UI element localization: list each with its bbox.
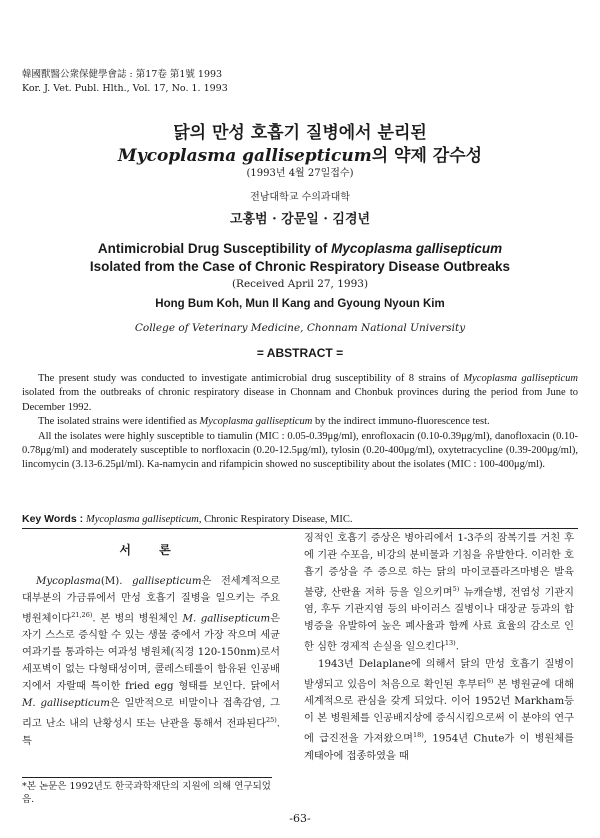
species-text: gallisepticum xyxy=(132,576,202,587)
authors-english: Hong Bum Koh, Mun Il Kang and Gyoung Nyoun Kim xyxy=(155,298,445,310)
footnote-divider xyxy=(22,777,272,778)
keywords xyxy=(22,513,578,525)
intro-paragraph xyxy=(22,573,280,750)
citation-ref: 6) xyxy=(486,676,494,685)
body-text: 징적인 호흡기 증상은 병아리에서 1-3주의 잠복기를 거친 후에 기관 수포음, 비강의 분비물과 기침을 유발한다. 이러한 호흡기 증상을 주 증으로 하는 닭의 마이코플라즈마병은 발육 불량, 산란율 저하 등을 일으키며 xyxy=(304,533,574,599)
body-text: . 본 병의 병원체인 xyxy=(92,613,183,625)
left-column xyxy=(22,542,280,750)
citation-ref: 25) xyxy=(265,716,277,725)
citation-ref: 13) xyxy=(444,639,456,648)
abstract-text: by the indirect immuno-fluorescence test. xyxy=(312,416,490,428)
page-number: -63- xyxy=(289,812,311,825)
korean-title-line1: 닭의 만성 호흡기 질병에서 분리된 xyxy=(173,123,427,143)
english-title-line2: Isolated from the Case of Chronic Respiratory Disease Outbreaks xyxy=(89,259,511,274)
korean-title-suffix: 의 약제 감수성 xyxy=(371,146,483,166)
footnote: *본 논문은 1992년도 한국과학재단의 지원에 의해 연구되었음. xyxy=(22,781,271,805)
abstract-paragraph xyxy=(22,372,578,415)
body-text: 1943년 Delaplane에 의해서 닭의 만성 호흡기 질병이 발생되고 있음이 처음으로 확인된 후부터 xyxy=(304,658,574,691)
body-paragraph xyxy=(304,530,574,656)
korean-title-species: Mycoplasma gallisepticum xyxy=(117,146,372,166)
body-text: 뉴캐슬병, 전염성 기관지염, 후두 기관지염 등의 바이러스 질병이나 대장균 등과의 합병증을 유발하여 높은 폐사율과 함께 사료 효율의 감소로 인한 심한 경제적 손실을 일으킨다 xyxy=(304,587,574,653)
abstract-paragraph: All the isolates were highly susceptible to tiamulin (MIC : 0.05-0.39μg/ml), enrofloxacin (0.10-0.39μg/ml), danofloxacin (0.10-0.78μg/ml) and moderately susceptible to norfloxacin (0.20-12.5μg/ml), tylosin (0.20-400μg/ml), oxytetracycline (0.39-200μg/ml), lincomycin (3.13-6.25μl/ml). Ka-namycin and rifampicin showed no susceptibility about the isolates (MIC : 100-400μg/ml). xyxy=(22,430,578,471)
abstract-text: The present study was conducted to investigate antimicrobial drug susceptibility of 8 strains of xyxy=(38,373,464,384)
species-text: M. gallisepticum xyxy=(22,698,110,710)
institution-korean: 전남대학교 수의과대학 xyxy=(250,192,350,203)
institution-english: College of Veterinary Medicine, Chonnam National University xyxy=(134,322,466,334)
abstract-text: isolated from the outbreaks of chronic respiratory disease in Chonnam and Chonbuk provinces during the period from June to December 1992. xyxy=(22,387,578,413)
body-text: 본 병원균에 대해 세계적으로 관심을 갖게 되었다. 이어 1952년 Markham등이 본 병원체를 인공배지상에 증식시킴으로써 이 분야의 연구에 급진전을 가져왔으며 xyxy=(304,679,574,745)
right-column xyxy=(304,530,574,765)
journal-citation-english: Kor. J. Vet. Publ. Hlth., Vol. 17, No. 1. 1993 xyxy=(22,83,228,94)
citation-ref: 5) xyxy=(452,585,460,593)
body-text: , 1954년 Chute가 이 병원체를 계태아에 접종하였을 때 xyxy=(304,733,575,762)
keywords-label: Key Words : xyxy=(22,513,86,525)
received-date-korean: (1993년 4월 27일접수) xyxy=(246,168,354,179)
species-text: M. gallisepticum xyxy=(182,613,271,625)
received-date-english: (Received April 27, 1993) xyxy=(231,278,369,290)
abstract-paragraph xyxy=(22,415,578,429)
body-text: 은 자기 스스로 증식할 수 있는 생물 중에서 가장 작으며 세균 여과기를 통과하는 여과성 병원체(직경 120-150nm)로서 세포벽이 없는 다형태성이며, 콜레스테롤이 함유된 인공배지에서 자랄때 특이한 fried egg 형태를 보인다. 닭에서 xyxy=(22,613,280,693)
body-text: . 특 xyxy=(22,718,280,747)
journal-citation-korean: 韓國獸醫公衆保健學會誌 : 第17卷 第1號 1993 xyxy=(22,69,223,80)
body-text: . xyxy=(455,641,459,653)
korean-title-line2 xyxy=(0,141,600,166)
journal-header xyxy=(22,68,228,96)
abstract-heading: = ABSTRACT = xyxy=(256,346,344,360)
species-text: Mycoplasma xyxy=(36,576,101,587)
section-heading-introduction: 서 론 xyxy=(119,543,183,557)
body-text: 은 일반적으로 비말이나 접촉감염, 그리고 난소 내의 난황성시 또는 난관을 통해서 전파된다 xyxy=(22,698,280,730)
keywords-species: Mycoplasma gallisepticum xyxy=(85,514,199,525)
english-title-line1 xyxy=(0,241,600,256)
english-title-prefix: Antimicrobial Drug Susceptibility of xyxy=(97,241,332,256)
abstract-text: The isolated strains were identified as xyxy=(38,416,200,428)
body-text: 은 전세계적으로 대부분의 가금류에서 만성 호흡기 질병을 일으키는 주요 병원체이다 xyxy=(22,576,280,625)
citation-ref: 18) xyxy=(412,731,424,740)
body-text: (M). xyxy=(100,576,133,587)
body-paragraph xyxy=(304,656,574,765)
abstract-species: Mycoplasma gallisepticum xyxy=(463,373,578,384)
abstract-species: Mycoplasma gallisepticum xyxy=(199,416,313,428)
keywords-rest: , Chronic Respiratory Disease, MIC. xyxy=(198,514,353,525)
abstract-divider xyxy=(22,528,578,529)
citation-ref: 21,26) xyxy=(71,611,93,619)
abstract-body xyxy=(22,372,578,473)
authors-korean: 고홍범 · 강문일 · 김경년 xyxy=(229,212,371,227)
english-title-species: Mycoplasma gallisepticum xyxy=(331,241,503,256)
